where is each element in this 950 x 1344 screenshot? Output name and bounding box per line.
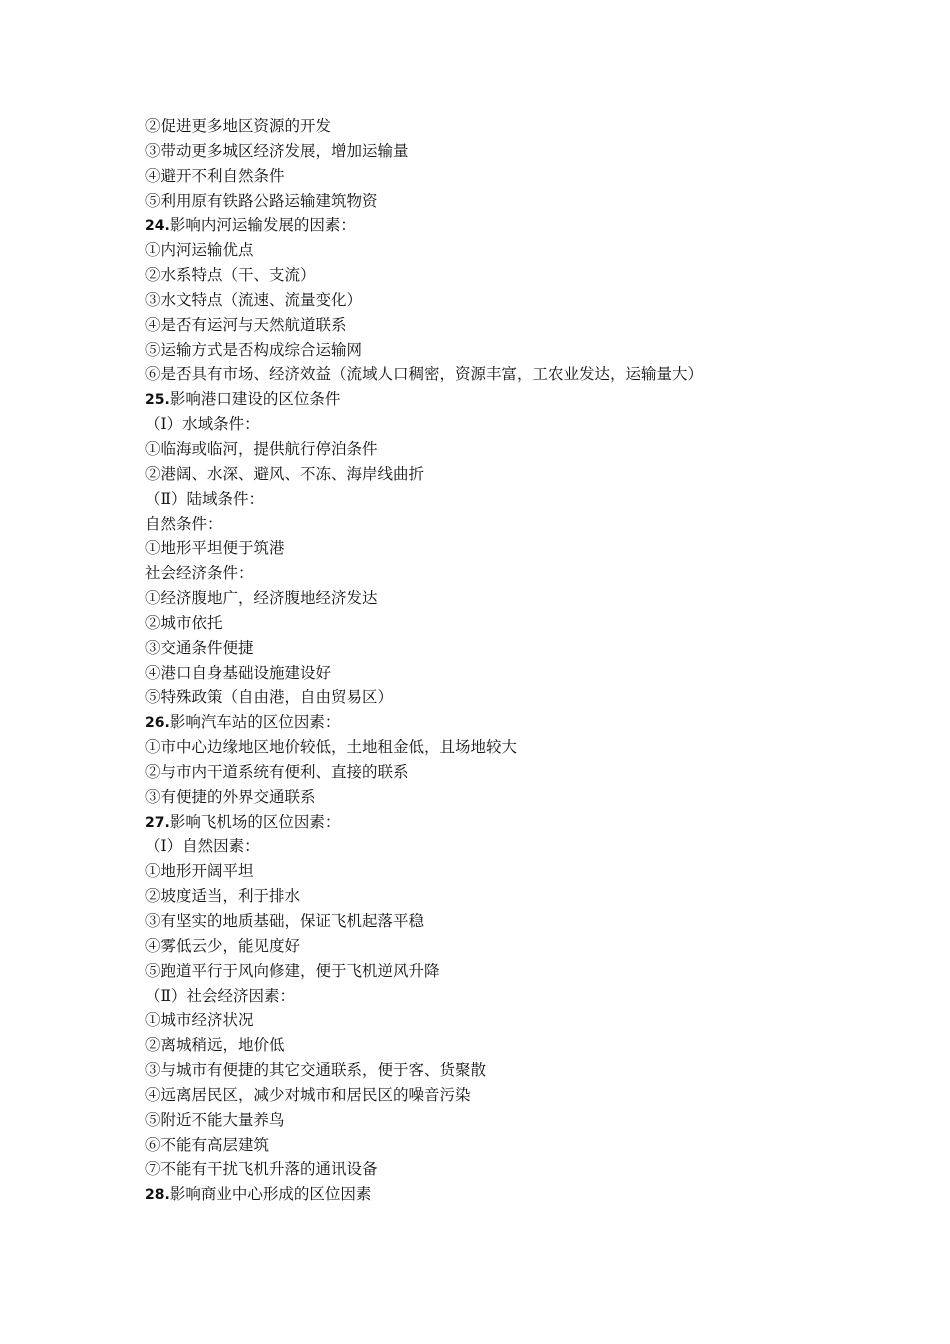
- list-item: [145, 859, 935, 884]
- item-text: ②城市依托: [145, 613, 223, 632]
- list-item: [145, 834, 935, 859]
- item-text: ②水系特点（干、支流）: [145, 266, 316, 285]
- list-item: [145, 760, 935, 785]
- section-title: 影响汽车站的区位因素：: [169, 713, 341, 732]
- item-text: ①地形开阔平坦: [145, 862, 254, 881]
- list-item: [145, 1133, 935, 1158]
- list-item: [145, 288, 935, 313]
- list-item: [145, 685, 935, 710]
- section-number: 24.: [145, 218, 170, 235]
- item-text: ②离城稍远，地价低: [145, 1036, 285, 1055]
- item-text: ②促进更多地区资源的开发: [145, 117, 332, 135]
- list-item: [145, 412, 935, 437]
- list-item: [145, 1157, 935, 1182]
- list-item: [145, 586, 935, 611]
- section-number: 27.: [145, 814, 170, 831]
- item-text: ⑥是否具有市场、经济效益（流域人口稠密，资源丰富，工农业发达，运输量大）: [145, 365, 704, 384]
- item-text: ①市中心边缘地区地价较低，土地租金低，且场地较大: [145, 738, 518, 757]
- list-item: [145, 362, 935, 387]
- list-item: [145, 909, 935, 934]
- list-item: [145, 934, 935, 959]
- item-text: ①地形平坦便于筑港: [145, 539, 285, 558]
- list-item: [145, 561, 935, 586]
- section-title: 影响飞机场的区位因素：: [169, 812, 341, 831]
- list-item: [145, 114, 935, 139]
- item-text: （Ⅰ）水域条件：: [145, 415, 260, 434]
- list-item: [145, 611, 935, 636]
- item-text: ⑥不能有高层建筑: [145, 1135, 270, 1154]
- section-heading: [145, 1182, 935, 1207]
- item-text: ①经济腹地广，经济腹地经济发达: [145, 589, 378, 608]
- list-item: [145, 1108, 935, 1133]
- section-title: 影响内河运输发展的因素：: [169, 216, 356, 235]
- item-text: （Ⅱ）社会经济因素：: [145, 986, 296, 1005]
- item-text: ⑤运输方式是否构成综合运输网: [145, 340, 363, 359]
- list-item: [145, 512, 935, 537]
- list-item: [145, 536, 935, 561]
- list-item: [145, 487, 935, 512]
- item-text: ④远离居民区，减少对城市和居民区的噪音污染: [145, 1085, 471, 1104]
- item-text: （Ⅱ）陆域条件：: [145, 489, 265, 508]
- section-heading: [145, 213, 935, 238]
- list-item: [145, 1058, 935, 1083]
- list-item: [145, 1008, 935, 1033]
- list-item: [145, 636, 935, 661]
- section-title: 影响港口建设的区位条件: [169, 390, 341, 409]
- list-item: [145, 1033, 935, 1058]
- list-item: [145, 984, 935, 1009]
- list-item: [145, 785, 935, 810]
- section-heading: [145, 710, 935, 735]
- item-text: ⑤特殊政策（自由港，自由贸易区）: [145, 688, 394, 707]
- section-heading: [145, 810, 935, 835]
- item-text: ④避开不利自然条件: [145, 166, 285, 185]
- item-text: ⑤附近不能大量养鸟: [145, 1110, 285, 1129]
- item-text: ④港口自身基础设施建设好: [145, 663, 332, 682]
- list-item: [145, 1083, 935, 1108]
- item-text: ③有坚实的地质基础，保证飞机起落平稳: [145, 912, 425, 930]
- item-text: （Ⅰ）自然因素：: [145, 837, 260, 856]
- list-item: [145, 959, 935, 984]
- section-number: 28.: [145, 1187, 170, 1204]
- item-text: ④是否有运河与天然航道联系: [145, 315, 347, 334]
- item-text: ①内河运输优点: [145, 241, 254, 260]
- list-item: [145, 884, 935, 909]
- item-text: 社会经济条件：: [145, 564, 254, 583]
- list-item: [145, 661, 935, 686]
- item-text: ④雾低云少，能见度好: [145, 936, 301, 955]
- item-text: 自然条件：: [145, 514, 223, 533]
- item-text: ②坡度适当，利于排水: [145, 887, 301, 906]
- item-text: ②港阔、水深、避风、不冻、海岸线曲折: [145, 464, 425, 483]
- list-item: [145, 313, 935, 338]
- item-text: ①临海或临河，提供航行停泊条件: [145, 439, 378, 458]
- list-item: [145, 189, 935, 214]
- section-title: 影响商业中心形成的区位因素: [169, 1185, 372, 1204]
- list-item: [145, 139, 935, 164]
- list-item: [145, 238, 935, 263]
- item-text: ⑦不能有干扰飞机升落的通讯设备: [145, 1160, 378, 1179]
- item-text: ③交通条件便捷: [145, 638, 254, 657]
- section-number: 26.: [145, 715, 170, 732]
- item-text: ⑤利用原有铁路公路运输建筑物资: [145, 191, 378, 210]
- document-page: [145, 114, 935, 1207]
- list-item: [145, 338, 935, 363]
- list-item: [145, 735, 935, 760]
- section-number: 25.: [145, 392, 170, 409]
- item-text: ③有便捷的外界交通联系: [145, 787, 316, 806]
- item-text: ③与城市有便捷的其它交通联系，便于客、货聚散: [145, 1061, 487, 1080]
- item-text: ③带动更多城区经济发展，增加运输量: [145, 141, 409, 160]
- item-text: ①城市经济状况: [145, 1011, 254, 1030]
- item-text: ⑤跑道平行于风向修建，便于飞机逆风升降: [145, 961, 440, 980]
- list-item: [145, 164, 935, 189]
- list-item: [145, 462, 935, 487]
- item-text: ②与市内干道系统有便利、直接的联系: [145, 762, 409, 781]
- list-item: [145, 437, 935, 462]
- list-item: [145, 263, 935, 288]
- item-text: ③水文特点（流速、流量变化）: [145, 290, 363, 309]
- section-heading: [145, 387, 935, 412]
